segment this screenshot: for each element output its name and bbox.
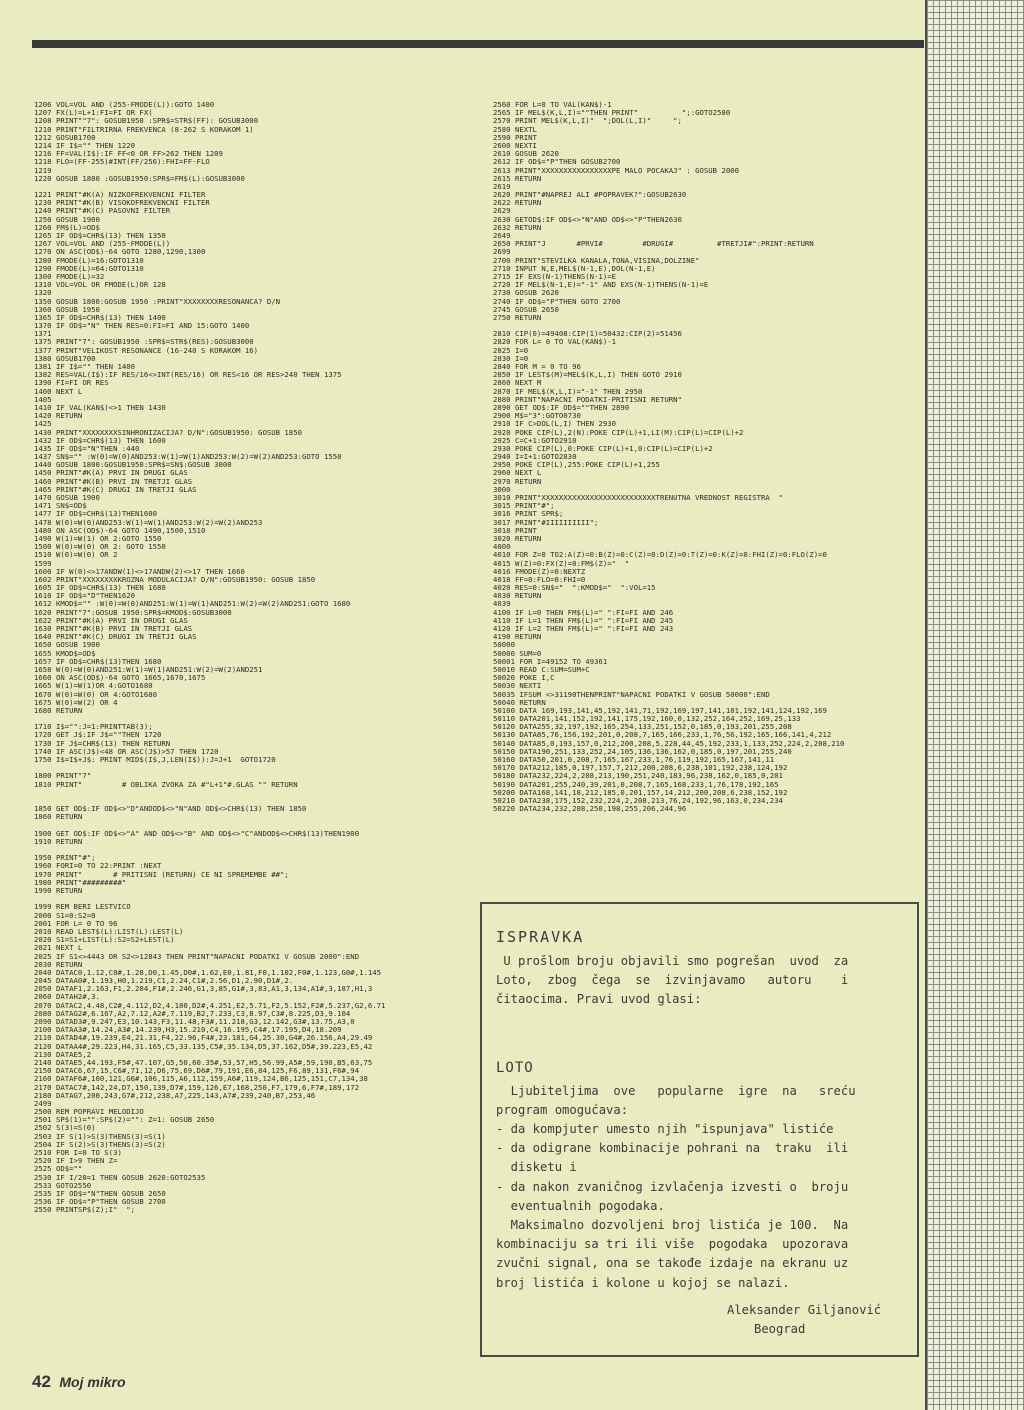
code-line: 2870 IF MEL$(K,L,I)="-1" THEN 2950 xyxy=(493,387,643,396)
code-line: 4039 xyxy=(493,600,511,609)
code-line: 1490 W(1)=W(1) OR 2:GOTO 1550 xyxy=(34,534,162,543)
code-line: 1430 PRINT"XXXXXXXXSINHRONIZACIJA? D/N":GOSUB1950: GOSUB 1850 xyxy=(34,428,302,437)
code-line xyxy=(493,322,923,330)
code-line: 2525 OD$="" xyxy=(34,1165,83,1174)
code-line: 50100 DATA 169,193,141,45,192,141,71,192,169,197,141,101,192,141,124,192,169 xyxy=(493,706,827,715)
code-line: 2940 I=I+1:GOTO2830 xyxy=(493,453,577,462)
code-line: 1230 PRINT"#K(B) VISOKOFREKVENCNI FILTER xyxy=(34,199,210,208)
code-line: 50000 xyxy=(493,641,515,650)
code-line: 2620 PRINT"#NAPREJ ALI #POPRAVEK?":GOSUB2630 xyxy=(493,191,687,200)
code-line: 1478 W(0)=W(0)AND253:W(1)=W(1)AND253:W(2)=W(2)AND253 xyxy=(34,518,263,527)
code-line: 2510 FOR I=0 TO S(3) xyxy=(34,1149,122,1157)
right-code-listing xyxy=(493,101,923,813)
code-line: 2590 PRINT xyxy=(493,133,537,142)
text-line: eventualnih pogodaka. xyxy=(496,1198,665,1213)
text-line: Ljubiteljima ove popularne igre na sreću xyxy=(496,1083,856,1098)
code-line: 1214 IF I$="" THEN 1220 xyxy=(34,141,136,150)
code-line: 2500 REM POPRAVI MELODIJO xyxy=(34,1108,144,1117)
code-line: 1622 PRINT"#K(A) PRVI IN DRUGI GLAS xyxy=(34,616,188,625)
text-line: - da kompjuter umesto njih "ispunjava" listiće xyxy=(496,1122,834,1137)
code-line: 2750 RETURN xyxy=(493,313,542,322)
code-line: 1382 RES=VAL(I$):IF RES/16<>INT(RES/16) OR RES<16 OR RES>240 THEN 1375 xyxy=(34,371,342,380)
code-line: 2970 RETURN xyxy=(493,477,542,486)
loto-heading: LOTO xyxy=(496,1059,534,1076)
code-line: 2070 DATAC2,4.48,C2#,4.112,D2,4.180,D2#,4.251,E2,5.71,F2,5.152,F2#,5.237,G2,6.71 xyxy=(34,1001,386,1010)
code-line xyxy=(34,183,464,191)
code-line: 3020 RETURN xyxy=(493,534,542,543)
code-line: 4120 IF L=2 THEN FM$(L)=" ":FI=FI AND 243 xyxy=(493,625,674,633)
code-line: 50180 DATA232,224,2,208,213,190,251,240,183,96,238,162,0,185,0,201 xyxy=(493,772,783,781)
text-line: U prošlom broju objavili smo pogrešan uvod za xyxy=(496,954,849,968)
code-line: 2699 xyxy=(493,248,511,257)
code-line: 4016 FMODE(Z)=0:NEXTZ xyxy=(493,567,586,576)
code-line: 2820 FOR L= 0 TO VAL(KAN$)-1 xyxy=(493,338,617,347)
code-line: 1370 IF OD$="N" THEN RES=0:FI=FI AND 15:GOTO 1400 xyxy=(34,322,250,331)
code-line: 1218 FLO=(FF-255)#INT(FF/256):FHI=FF-FLO xyxy=(34,158,210,167)
code-line: 1620 PRINT"7":GOSUB 1950:SPR$=KMOD$:GOSUB3000 xyxy=(34,608,232,617)
code-line xyxy=(34,846,464,854)
graph-paper-margin xyxy=(925,0,1024,1410)
code-line: 2730 GOSUB 2620 xyxy=(493,289,559,298)
code-line: 2700 PRINT"STEVILKA KANALA,TONA,VISINA,DOLZINE" xyxy=(493,256,700,265)
code-line: 3016 PRINT SPR$; xyxy=(493,510,564,519)
code-line: 4000 xyxy=(493,543,511,552)
code-line: 2080 DATAG2#,6.167,A2,7.12,A2#,7.119,B2,7.233,C3,8.97,C3#,8.225,D3,9.104 xyxy=(34,1009,351,1018)
code-line: 1267 VOL=VOL AND (255-FMODE(L)) xyxy=(34,240,171,249)
code-line: 1740 IF ASC(J$)<48 OR ASC(J$)>57 THEN 1720 xyxy=(34,747,219,756)
code-line: 2021 NEXT L xyxy=(34,944,83,953)
code-line: 1390 FI=FI OR RES xyxy=(34,379,109,388)
code-line: 2504 IF S(2)>S(3)THENS(3)=S(2) xyxy=(34,1140,166,1149)
code-line: 2100 DATAA3#,14.24,A3#,14.239,H3,15.210,C4,16.195,C4#,17.195,D4,18.209 xyxy=(34,1026,342,1035)
code-line: 1377 PRINT"VELIKOST RESONANCE (16-240 S KORAKOM 16) xyxy=(34,346,259,355)
code-line: 2880 PRINT"NAPACNI PODATKI-PRITISNI RETURN" xyxy=(493,395,682,404)
page-footer xyxy=(32,1372,126,1392)
code-line: 2045 DATAA0#,1.193,H0,1.219,C1,2.24,C1#,2.56,D1,2.90,D1#,2. xyxy=(34,977,294,986)
code-line: 1510 W(0)=W(0) OR 2 xyxy=(34,551,118,560)
code-line: 2960 NEXT L xyxy=(493,469,542,478)
code-line: 2160 DATAF6#,100,121,G6#,106,115,A6,112,159,A6#,119,124,B6,125,151,C7,134,38 xyxy=(34,1075,368,1084)
code-line: 1371 xyxy=(34,330,52,339)
code-line: 4100 IF L=0 THEN FM$(L)=" ":FI=FI AND 246 xyxy=(493,608,674,617)
text-line: zvučni signal, ona se takođe izdaje na ekranu uz xyxy=(496,1256,849,1271)
code-line: 1320 xyxy=(34,289,52,298)
code-line: 1219 xyxy=(34,166,52,175)
code-line: 1500 W(0)=W(0) OR 2: GOTO 1550 xyxy=(34,543,166,552)
code-line: 2613 PRINT"XXXXXXXXXXXXXXXXPE MALO POCAKAJ" : GOSUB 2000 xyxy=(493,166,740,175)
code-line: 2000 S1=0:S2=0 xyxy=(34,911,96,920)
code-line: 3010 PRINT"XXXXXXXXXXXXXXXXXXXXXXXXXXTRENUTNA VREDNOST REGISTRA " xyxy=(493,494,783,502)
code-line: 1221 PRINT"#K(A) NIZKOFREKVENCNI FILTER xyxy=(34,191,206,200)
code-line: 2830 I=0 xyxy=(493,354,529,363)
code-line: 1655 KMOD$=OD$ xyxy=(34,649,96,658)
code-line: 2120 DATAA4#,29.223,H4,31.165,C5,33.135,C5#,35.134,D5,37.162,D5#,39.223,E5,42 xyxy=(34,1042,373,1051)
code-line: 2130 DATAE5,2 xyxy=(34,1050,92,1059)
code-line: 4018 FF=0:FLO=0:FHI=0 xyxy=(493,575,586,584)
code-line: 2650 PRINT"J #PRVI# #DRUGI# #TRETJI#":PRINT:RETURN xyxy=(493,240,814,249)
code-line: 50130 DATA85,76,156,192,201,0,208,7,165,166,233,1,76,56,192,165,166,141,4,212 xyxy=(493,731,832,740)
code-line: 1460 PRINT"#K(B) PRVI IN TRETJI GLAS xyxy=(34,477,193,486)
code-line: 4015 W(Z)=0:FX(Z)=0:FM$(Z)=" " xyxy=(493,559,630,568)
code-line: 2090 DATAD3#,9.247,E3,10.143,F3,11.48,F3#,11.218,G3,12.142,G3#,13.75,A3,0 xyxy=(34,1018,355,1026)
code-line: 2720 IF MEL$(N-1,E)="-1" AND EXS(N-1)THENS(N-1)=E xyxy=(493,281,709,290)
code-line: 1612 KMOD$="" :W(0)=W(0)AND251:W(1)=W(1)AND251:W(2)=W(2)AND251:GOTO 1680 xyxy=(34,600,351,609)
code-line: 2502 S(3)=S(0) xyxy=(34,1124,96,1133)
code-line: 2110 DATAD4#,19.239,E4,21.31,F4,22.96,F4#,23.181,G4,25.30,G4#,26.156,A4,29.49 xyxy=(34,1034,373,1043)
code-line: 1220 GOSUB 1800 :GOSUB1950:SPR$=FM$(L):GOSUB3000 xyxy=(34,174,245,183)
code-line: 1410 IF VAL(KAN$)<>1 THEN 1430 xyxy=(34,403,166,412)
code-line: 2629 xyxy=(493,207,511,216)
code-line: 50120 DATA255,32,197,192,165,254,133,251,152,0,185,0,193,201,255,208 xyxy=(493,723,792,732)
code-line: 1420 RETURN xyxy=(34,412,83,421)
code-line: 50150 DATA190,251,133,252,24,105,136,136,162,0,185,0,197,201,255,240 xyxy=(493,747,792,756)
code-line: 2150 DATAC6,67,15,C6#,71,12,D6,75,69,D6#,79,191,E6,84,125,F6,89,131,F6#,94 xyxy=(34,1067,360,1076)
code-line: 3017 PRINT"#IIIIIIIIII"; xyxy=(493,518,599,527)
code-line: 2825 I=0 xyxy=(493,346,529,355)
code-line: 50190 DATA201,255,240,39,201,0,208,7,165,168,233,1,76,178,192,165 xyxy=(493,780,779,789)
code-line: 4010 FOR Z=0 TO2:A(Z)=0:B(Z)=0:C(Z)=0:D(Z)=0:T(Z)=0:K(Z)=0:FHI(Z)=0:FLO(Z)=0 xyxy=(493,551,827,560)
code-line: 2010 READ LEST$(L):LIST(L):LEST(L) xyxy=(34,927,184,936)
code-line: 2536 IF OD$="P"THEN GOSUB 2700 xyxy=(34,1198,166,1207)
code-line: 1610 IF OD$="D"THEN1620 xyxy=(34,592,136,601)
code-line: 1605 IF OD$=CHR$(13) THEN 1680 xyxy=(34,584,166,593)
correction-intro xyxy=(496,952,903,1010)
code-line: 1365 IF OD$=CHR$(13) THEN 1400 xyxy=(34,313,166,322)
code-line: 1950 PRINT"#"; xyxy=(34,854,96,863)
code-line: 1990 RETURN xyxy=(34,887,83,895)
code-line: 1432 IF OD$=CHR$(13) THEN 1600 xyxy=(34,436,166,445)
code-line: 1860 RETURN xyxy=(34,813,83,822)
code-line: 1730 IF J$=CHR$(13) THEN RETURN xyxy=(34,739,171,748)
code-line: 1658 W(0)=W(0)AND251:W(1)=W(1)AND251:W(2)=W(2)AND251 xyxy=(34,665,263,674)
code-line: 2850 IF LEST$(M)=MEL$(K,L,I) THEN GOTO 2910 xyxy=(493,371,682,380)
code-line: 2610 GOSUB 2620 xyxy=(493,150,559,159)
code-line: 1280 FMODE(L)=16:GOTO1310 xyxy=(34,256,144,265)
code-line: 2710 INPUT N,E,MEL$(N-1,E),DOL(N-1,E) xyxy=(493,264,656,273)
code-line: 50110 DATA201,141,152,192,141,175,192,160,0,132,252,164,252,169,25,133 xyxy=(493,715,801,724)
code-line: 2740 IF OD$="P"THEN GOTO 2700 xyxy=(493,297,621,306)
code-line: 1435 IF OD$="N"THEN :440 xyxy=(34,444,140,453)
code-line: 1400 NEXT L xyxy=(34,387,83,396)
code-line: 1300 FMODE(L)=32 xyxy=(34,272,105,281)
code-line: 50010 READ C:SUM=SUM+C xyxy=(493,665,590,674)
code-line: 1381 IF I$="" THEN 1400 xyxy=(34,363,136,371)
code-line: 50170 DATA212,185,0,197,157,7,212,200,208,6,238,101,192,238,124,192 xyxy=(493,764,788,773)
code-line: 2020 S1=S1+LIST(L):S2=S2+LEST(L) xyxy=(34,936,175,945)
code-line: 2050 DATAF1,2.163,F1,2.204,F1#,2.246,G1,3,85,G1#,3,83,A1,3,134,A1#,3,187,H1,3 xyxy=(34,985,373,994)
code-line: 2950 POKE CIP(L),255:POKE CIP(L)+1,255 xyxy=(493,461,660,470)
code-line: 2649 xyxy=(493,232,511,240)
code-line: 2565 IF MEL$(K,L,I)=""THEN PRINT" ";:GOTO2580 xyxy=(493,109,731,118)
code-line: 2860 NEXT M xyxy=(493,379,542,388)
code-line: 2925 C=C+1:GOTO2910 xyxy=(493,436,577,445)
code-line: 1216 FF=VAL(I$):IF FF<0 OR FF>262 THEN 1209 xyxy=(34,150,223,159)
code-line xyxy=(34,715,464,723)
code-line: 4110 IF L=1 THEN FM$(L)=" ":FI=FI AND 245 xyxy=(493,616,674,625)
code-line xyxy=(34,764,464,772)
code-line: 2520 IF I>9 THEN Z= xyxy=(34,1157,118,1166)
code-line xyxy=(34,822,464,830)
code-line: 2170 DATAC7#,142,24,D7,150,139,D7#,159,126,E7,168,250,F7,179,6,F7#,189,172 xyxy=(34,1083,360,1092)
code-line: 1480 ON ASC(OD$)-64 GOTO 1490,1500,1510 xyxy=(34,526,206,535)
code-line: 2930 POKE CIP(L),0:POKE CIP(L)+1,0:CIP(L)=CIP(L)+2 xyxy=(493,444,713,453)
code-line: 1471 SN$=OD$ xyxy=(34,502,87,511)
code-line: 2612 IF OD$="P"THEN GOSUB2700 xyxy=(493,158,621,167)
code-line: 1850 GET OD$:IF OD$<>"D"ANDOD$<>"N"AND OD$<>CHR$(13) THEN 1850 xyxy=(34,805,307,814)
loto-body xyxy=(496,1082,903,1293)
code-line: 2745 GOSUB 2650 xyxy=(493,305,559,314)
code-line: 50035 IFSUM <>31190THENPRINT"NAPACNI PODATKI V GOSUB 50000":END xyxy=(493,690,770,699)
code-line: 1810 PRINT" # OBLIKA ZVOKA ZA #"L+1"#.GLAS "" RETURN xyxy=(34,780,298,789)
text-line: Loto, zbog čega se izvinjavamo autoru i xyxy=(496,973,849,988)
code-line: 1660 ON ASC(OD$)-64 GOTO 1665,1670,1675 xyxy=(34,674,206,683)
code-line: 2619 xyxy=(493,182,511,191)
magazine-name: Moj mikro xyxy=(59,1374,126,1390)
code-line: 1657 IF OD$=CHR$(13)THEN 1680 xyxy=(34,657,162,666)
correction-box xyxy=(480,902,919,1357)
code-line: 1260 FM$(L)=OD$ xyxy=(34,223,100,232)
code-line: 2570 PRINT MEL$(K,L,I)" ";DOL(L,I)" "; xyxy=(493,117,682,126)
code-line: 1270 ON ASC(OD$)-64 GOTO 1280,1290,1300 xyxy=(34,248,206,257)
code-line: 1600 IF W(0)<>17ANDW(1)<>17ANDW(2)<>17 THEN 1660 xyxy=(34,567,245,576)
code-line: 50220 DATA234,232,208,250,198,255,206,244,96 xyxy=(493,805,687,814)
code-line: 2615 RETURN xyxy=(493,174,542,183)
code-line: 1208 PRINT""7": GOSUB1950 :SPR$=STR$(FF): GOSUB3000 xyxy=(34,117,259,126)
code-line: 1602 PRINT"XXXXXXXXKROZNA MODULACIJA? D/N":GOSUB1950: GOSUB 1850 xyxy=(34,575,316,584)
page-number: 42 xyxy=(32,1372,51,1391)
text-line: broj listića i kolone u kojoj se nalazi. xyxy=(496,1275,790,1290)
code-line: 3015 PRINT"#"; xyxy=(493,502,555,511)
code-line: 1240 PRINT"#K(C) PASOVNI FILTER xyxy=(34,207,171,216)
code-line: 2140 DATAE5,44.193,F5#,47.107,G5,50,60.35#,53,57,H5,56.99,A5#,59,190,B5,63,75 xyxy=(34,1058,373,1067)
code-line: 1425 xyxy=(34,420,52,429)
author-city: Beograd xyxy=(754,1322,806,1336)
text-line: - da odigrane kombinacije pohrani na traku ili xyxy=(496,1141,849,1156)
code-line: 50140 DATA85,0,193,157,0,212,200,208,5,228,44,45,192,233,1,133,252,224,2,208,210 xyxy=(493,739,845,748)
code-line: 3000 xyxy=(493,485,511,494)
code-line: 2840 FOR M = 0 TO 96 xyxy=(493,363,581,371)
code-line: 2900 M$="3":GOTO0730 xyxy=(493,412,581,421)
code-line: 1599 xyxy=(34,559,52,568)
code-line: 1380 GOSUB1700 xyxy=(34,354,96,363)
text-line: disketu i xyxy=(496,1160,577,1175)
code-line: 1250 GOSUB 1900 xyxy=(34,215,100,224)
text-line: - da nakon zvaničnog izvlačenja izvesti o broju xyxy=(496,1179,849,1194)
code-line: 50040 RETURN xyxy=(493,698,546,707)
text-line: čitaocima. Pravi uvod glasi: xyxy=(496,992,702,1007)
code-line: 1310 VOL=VOL OR FMODE(L)OR 128 xyxy=(34,281,166,290)
code-line: 2580 NEXTL xyxy=(493,125,537,134)
code-line: 1670 W(0)=W(0) OR 4:GOTO1680 xyxy=(34,690,158,699)
code-line: 1665 W(1)=W(1)OR 4:GOTO1680 xyxy=(34,682,153,691)
code-line: 1405 xyxy=(34,395,52,404)
code-line: 1207 FX(L)=L+1:FI=FI OR FX( xyxy=(34,109,153,118)
code-line: 50020 POKE I,C xyxy=(493,674,555,683)
code-line: 1720 GET J$:IF J$=""THEN 1720 xyxy=(34,731,162,740)
code-line: 2001 FOR L= 0 TO 96 xyxy=(34,919,118,928)
code-line: 1375 PRINT"7": GOSUB1950 :SPR$=STR$(RES):GOSUB3000 xyxy=(34,338,254,347)
code-line: 1680 RETURN xyxy=(34,706,83,715)
code-line: 4030 RETURN xyxy=(493,592,542,601)
code-line: 50000 SUM=0 xyxy=(493,649,542,658)
code-line: 2560 FOR L=0 TO VAL(KAN$)-1 xyxy=(493,101,612,109)
code-line: 2501 SP$(1)="":SP$(2)="": Z=1: GOSUB 2650 xyxy=(34,1116,215,1125)
code-line: 1650 GOSUB 1900 xyxy=(34,641,100,650)
code-line: 2630 GETOD$:IF OD$<>"N"AND OD$<>"P"THEN2630 xyxy=(493,215,682,224)
code-line: 2530 IF I/20=1 THEN GOSUB 2620:GOTO2535 xyxy=(34,1173,206,1182)
code-line: 1470 GOSUB 1900 xyxy=(34,494,100,502)
code-line: 2180 DATAG7,200,243,G7#,212,238,A7,225,143,A7#,239,240,B7,253,46 xyxy=(34,1091,316,1100)
code-line: 1900 GET OD$:IF OD$<>"A" AND OD$<>"B" AND OD$<>"C"ANDOD$<>CHR$(13)THEN1900 xyxy=(34,829,360,838)
code-line: 1206 VOL=VOL AND (255-FMODE(L)):GOTO 1400 xyxy=(34,101,215,109)
code-line: 3018 PRINT xyxy=(493,526,537,535)
code-line: 4020 RES=0:SN$=" ":KMOD$=" ":VOL=15 xyxy=(493,584,656,593)
code-line: 1360 GOSUB 1950 xyxy=(34,305,100,314)
code-line: 2025 IF S1<>4443 OR S2<>12843 THEN PRINT"NAPACNI PODATKI V GOSUB 2000":END xyxy=(34,952,360,961)
code-line: 1477 IF OD$=CHR$(13)THEN1600 xyxy=(34,510,158,519)
code-line: 1265 IF OD$=CHR$(13) THEN 1350 xyxy=(34,232,166,240)
code-line: 1630 PRINT"#K(B) PRVI IN TRETJI GLAS xyxy=(34,625,193,633)
text-line: program omogućava: xyxy=(496,1102,629,1117)
code-line: 2920 POKE CIP(L),2(N):POKE CIP(L)+1,LI(M):CIP(L)=CIP(L)+2 xyxy=(493,428,744,437)
code-line xyxy=(34,789,464,797)
code-line: 1440 GOSUB 1800:GOSUB1950:SPR$=SN$:GOSUB 3000 xyxy=(34,461,232,470)
code-line: 1999 REM BERI LESTVICO xyxy=(34,903,131,912)
code-line: 1350 GOSUB 1800:GOSUB 1950 :PRINT"XXXXXXXXRESONANCA? D/N xyxy=(34,297,281,306)
code-line: 1970 PRINT" # PRITISNI (RETURN) CE NI SPREMEMBE ##"; xyxy=(34,870,289,879)
code-line: 4190 RETURN xyxy=(493,633,542,642)
code-line: 2030 RETURN xyxy=(34,960,83,969)
code-line: 50030 NEXTI xyxy=(493,682,542,691)
code-line: 2622 RETURN xyxy=(493,199,542,208)
code-line: 2499 xyxy=(34,1099,52,1108)
code-line: 2810 CIP(0)=49408:CIP(1)=50432:CIP(2)=51456 xyxy=(493,330,682,339)
code-line: 2890 GET OD$:IF OD$=""THEN 2890 xyxy=(493,403,630,412)
code-line: 1450 PRINT"#K(A) PRVI IN DRUGI GLAS xyxy=(34,469,188,478)
code-line: 1750 I$=I$+J$: PRINT MID$(I$,J,LEN(I$)):J=J+1 GOTO1720 xyxy=(34,756,276,764)
code-line: 2060 DATAH2#,3. xyxy=(34,993,100,1002)
code-line: 50200 DATA168,141,18,212,185,0,201,157,14,212,200,208,6,238,152,192 xyxy=(493,788,788,797)
code-line: 1980 PRINT"#########" xyxy=(34,878,127,887)
code-line: 1212 GOSUB1700 xyxy=(34,133,96,142)
code-line: 1640 PRINT"#K(C) DRUGI IN TRETJI GLAS xyxy=(34,633,197,642)
code-line: 1910 RETURN xyxy=(34,837,83,846)
code-line: 2600 NEXTI xyxy=(493,141,537,150)
code-line: 1465 PRINT"#K(C) DRUGI IN TRETJI GLAS xyxy=(34,485,197,494)
code-line: 2632 RETURN xyxy=(493,223,542,232)
code-line: 2040 DATAC0,1.12,C0#,1.28,D0,1.45,D0#,1.62,E0,1.81,F0,1.102,F0#,1.123,G0#,1.145 xyxy=(34,968,382,977)
code-line: 50160 DATA50,201,0,208,7,165,167,233,1,76,119,192,165,167,141,11 xyxy=(493,756,775,764)
code-line: 2503 IF S(1)>S(3)THENS(3)=S(1) xyxy=(34,1132,166,1141)
code-line: 1710 I$="":J=1:PRINTTAB(3); xyxy=(34,723,153,732)
code-line: 1800 PRINT"7" xyxy=(34,772,92,781)
code-line: 2550 PRINTSP$(Z);I" "; xyxy=(34,1206,136,1215)
code-line xyxy=(34,797,464,805)
code-line xyxy=(34,895,464,903)
code-line: 2535 IF OD$="N"THEN GOSUB 2650 xyxy=(34,1189,166,1198)
text-line: kombinaciju sa tri ili više pogodaka upozorava xyxy=(496,1237,849,1252)
author-name: Aleksander Giljanović xyxy=(727,1303,882,1317)
code-line: 1960 FORI=0 TO 22:PRINT :NEXT xyxy=(34,862,162,871)
code-line: 2910 IF C>DOL(L,I) THEN 2930 xyxy=(493,420,617,429)
code-line: 1210 PRINT"FILTRIRNA FREKVENCA (8-262 S KORAKOM 1) xyxy=(34,125,254,134)
code-line: 2715 IF EXS(N-1)THENS(N-1)=E xyxy=(493,272,617,281)
correction-heading: ISPRAVKA xyxy=(496,928,585,946)
code-line: 1290 FMODE(L)=64:GOTO1310 xyxy=(34,264,144,273)
code-line: 50001 FOR I=49152 TO 49361 xyxy=(493,657,608,666)
code-line: 1675 W(0)=W(2) OR 4 xyxy=(34,698,118,707)
code-line: 50210 DATA238,175,152,232,224,2,208,213,76,24,192,96,163,0,234,234 xyxy=(493,796,783,805)
left-code-listing xyxy=(34,101,464,1215)
code-line: 1437 SN$="" :W(0)=W(0)AND253:W(1)=W(1)AND253:W(2)=W(2)AND253:GOTO 1550 xyxy=(34,453,342,462)
code-line: 2533 GOTO2550 xyxy=(34,1181,92,1190)
top-rule xyxy=(32,40,924,48)
text-line: Maksimalno dozvoljeni broj listića je 100. Na xyxy=(496,1218,849,1233)
